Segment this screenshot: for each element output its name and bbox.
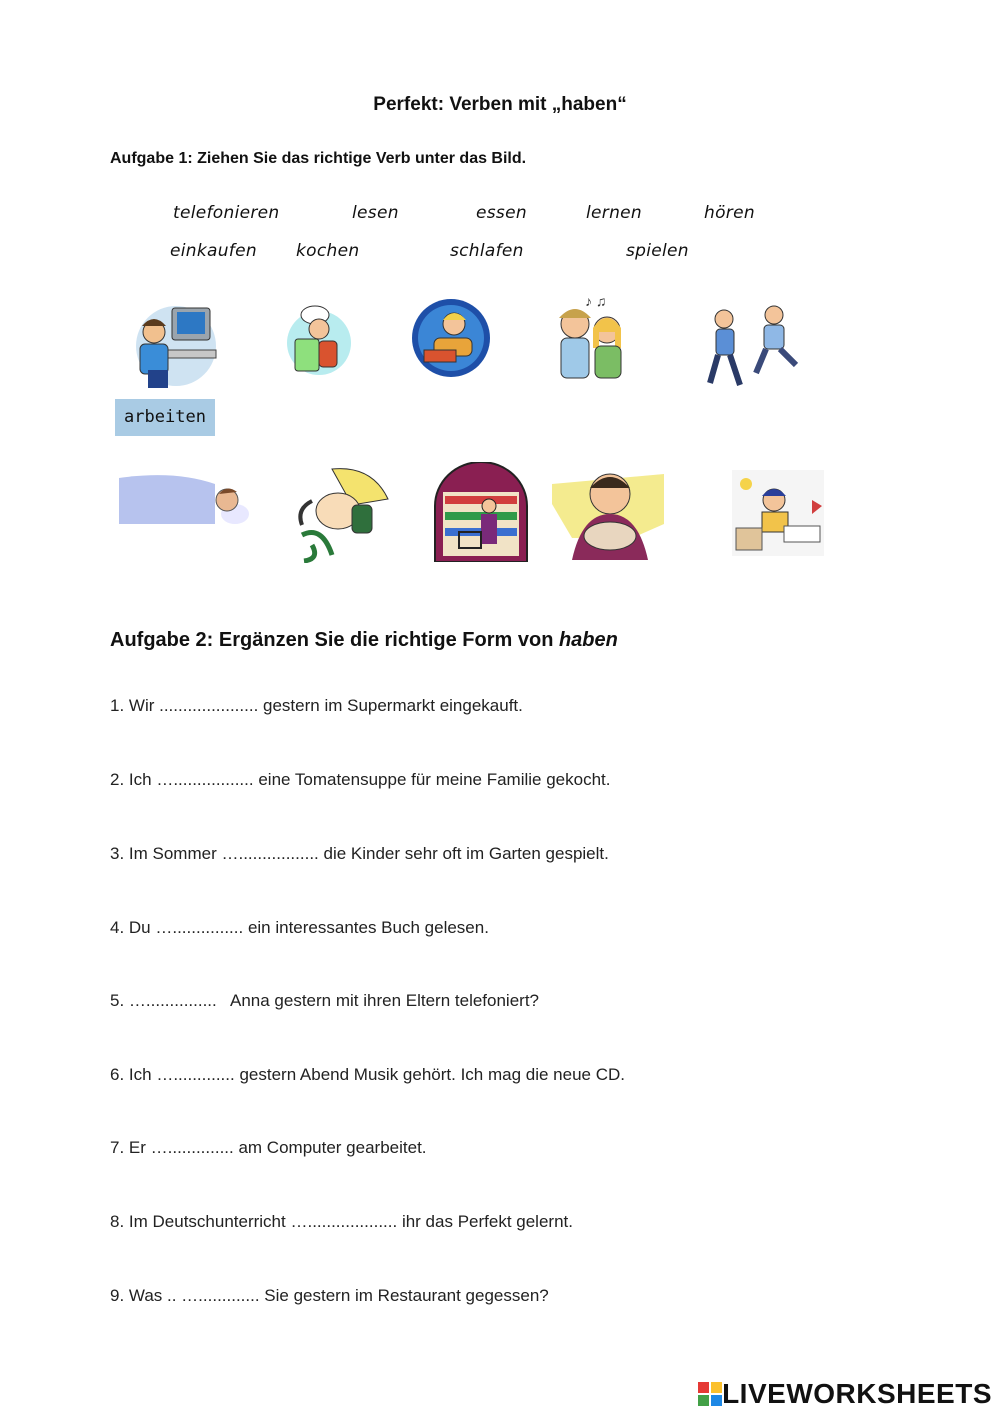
- verb-chip[interactable]: schlafen: [450, 241, 524, 261]
- sentence-end: ihr das Perfekt gelernt.: [397, 1212, 573, 1231]
- shopping-woman-picture: [433, 462, 529, 562]
- sentence-end: die Kinder sehr oft im Garten gespielt.: [318, 844, 609, 863]
- sentence-end: ein interessantes Buch gelesen.: [243, 918, 489, 937]
- sentence-4: [110, 918, 489, 938]
- sentence-2: [110, 770, 611, 790]
- sentence-start: 6. Ich: [110, 1065, 157, 1084]
- sentence-9: [110, 1286, 549, 1306]
- playing-kids-picture: [700, 303, 806, 391]
- liveworksheets-logo-text: LIVEWORKSHEETS: [722, 1378, 992, 1409]
- sentence-end: gestern im Supermarkt eingekauft.: [258, 696, 523, 715]
- computer-worker-picture: [128, 300, 220, 388]
- reading-boy-picture: [410, 298, 492, 378]
- liveworksheets-logo-icon: [698, 1382, 722, 1406]
- sentence-1: [110, 696, 523, 716]
- answer-blank[interactable]: …...................: [290, 1212, 398, 1231]
- verb-chip[interactable]: lernen: [586, 203, 642, 223]
- answer-blank[interactable]: ….............: [156, 1065, 235, 1084]
- sentence-3: [110, 844, 609, 864]
- eating-boy-picture: [552, 464, 664, 562]
- answer-dropzone[interactable]: arbeiten: [115, 399, 215, 436]
- sentence-end: Sie gestern im Restaurant gegessen?: [259, 1286, 549, 1305]
- sentence-end: am Computer gearbeitet.: [233, 1138, 427, 1157]
- page-title: Perfekt: Verben mit „haben“: [373, 94, 627, 115]
- verb-chip[interactable]: spielen: [626, 241, 689, 261]
- sentence-start: 1. Wir: [110, 696, 160, 715]
- verb-chip[interactable]: essen: [476, 203, 527, 223]
- sentence-end: Anna gestern mit ihren Eltern telefoniert?: [216, 991, 540, 1010]
- sentence-7: [110, 1138, 427, 1158]
- answer-blank[interactable]: …...............: [128, 991, 217, 1010]
- verb-chip[interactable]: einkaufen: [170, 241, 257, 261]
- verb-chip[interactable]: lesen: [352, 203, 399, 223]
- sentence-end: eine Tomatensuppe für meine Familie gekocht.: [253, 770, 611, 789]
- task1-heading: Aufgabe 1: Ziehen Sie das richtige Verb unter das Bild.: [110, 150, 527, 167]
- liveworksheets-logo[interactable]: [698, 1377, 992, 1411]
- verb-chip[interactable]: kochen: [296, 241, 360, 261]
- answer-blank[interactable]: ….............: [181, 1286, 260, 1305]
- sentence-end: gestern Abend Musik gehört. Ich mag die neue CD.: [234, 1065, 625, 1084]
- music-listeners-picture: [545, 292, 635, 388]
- sentence-start: 2. Ich: [110, 770, 157, 789]
- svg-text:♪ ♫: ♪ ♫: [585, 293, 607, 309]
- answer-blank[interactable]: …..............: [150, 1138, 234, 1157]
- sentence-start: 5.: [110, 991, 129, 1010]
- task2-heading-keyword: haben: [558, 629, 618, 651]
- verb-chip[interactable]: telefonieren: [173, 203, 280, 223]
- task2-heading: [110, 629, 618, 652]
- sentence-start: 4. Du: [110, 918, 156, 937]
- sentence-6: [110, 1065, 625, 1085]
- phone-caller-picture: [292, 465, 394, 563]
- sentence-start: 8. Im Deutschunterricht: [110, 1212, 291, 1231]
- answer-blank[interactable]: …...............: [155, 918, 244, 937]
- answer-blank[interactable]: ….................: [156, 770, 254, 789]
- sentence-8: [110, 1212, 573, 1232]
- sentence-start: 3. Im Sommer: [110, 844, 222, 863]
- cook-picture: [285, 305, 355, 379]
- sleeping-person-picture: [115, 470, 253, 528]
- sentence-5: [110, 991, 539, 1011]
- answer-blank[interactable]: ….................: [221, 844, 319, 863]
- sentence-start: 9. Was ..: [110, 1286, 182, 1305]
- answer-blank[interactable]: .....................: [159, 696, 259, 715]
- studying-boy-picture: [732, 470, 824, 556]
- verb-chip[interactable]: hören: [704, 203, 755, 223]
- task2-heading-text: Aufgabe 2: Ergänzen Sie die richtige Form von: [110, 629, 559, 651]
- sentence-start: 7. Er: [110, 1138, 151, 1157]
